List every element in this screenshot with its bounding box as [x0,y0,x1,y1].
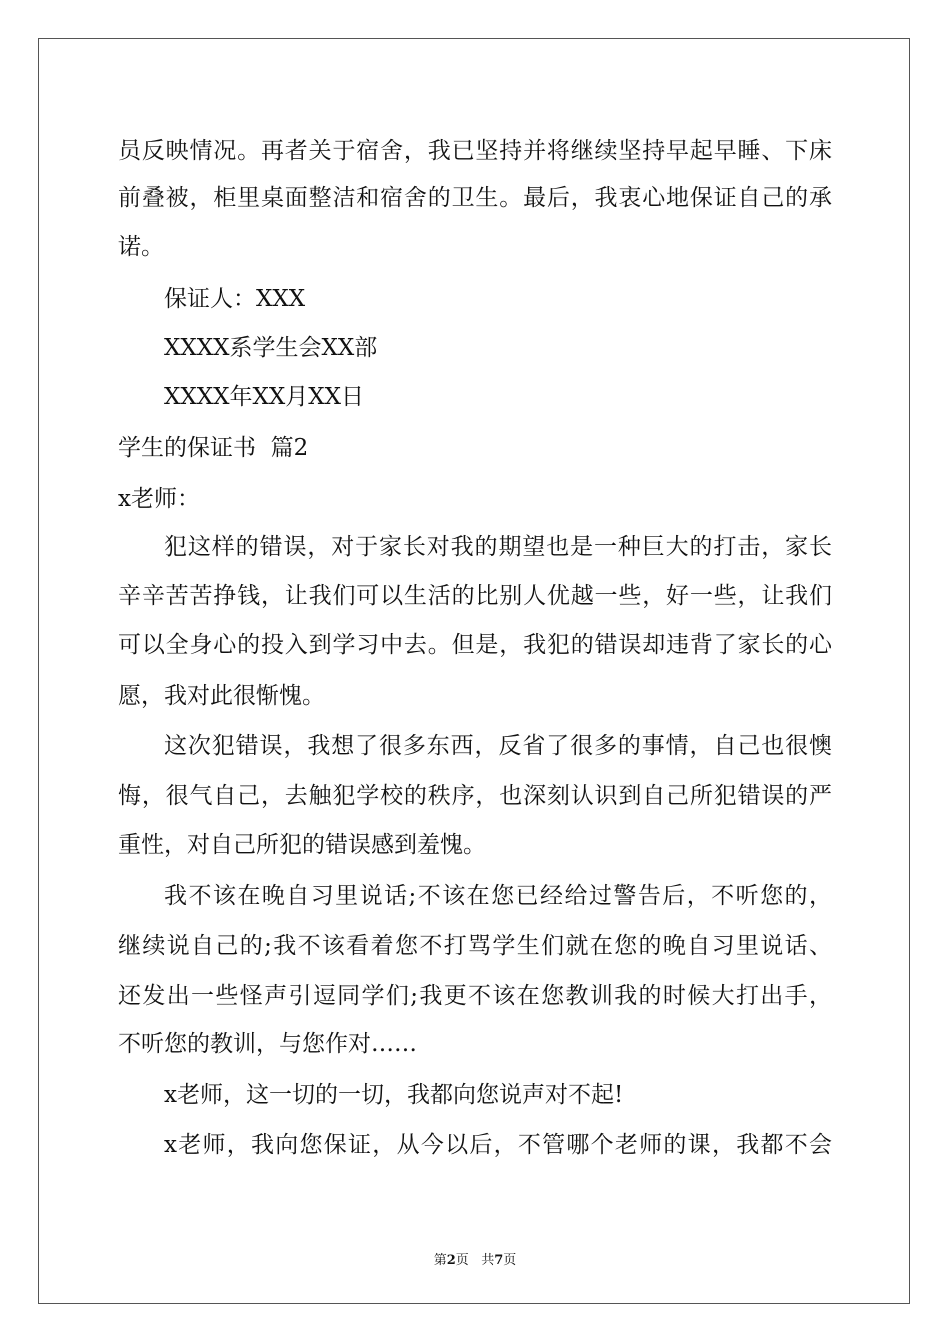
footer-suffix: 页 [503,1253,517,1268]
body-line: 重性，对自己所犯的错误感到羞愧。 [118,832,486,858]
page-footer [0,1249,950,1268]
body-line: x老师，这一切的一切，我都向您说声对不起! [164,1082,624,1108]
section-heading: 学生的保证书 篇2 [118,435,309,461]
current-page-number: 2 [446,1253,456,1268]
footer-middle: 页 共 [455,1253,495,1268]
body-line: x老师，我向您保证，从今以后，不管哪个老师的课，我都不会 [164,1132,832,1158]
body-line: 可以全身心的投入到学习中去。但是，我犯的错误却违背了家长的心 [118,632,832,658]
body-line: 还发出一些怪声引逗同学们;我更不该在您教训我的时候大打出手， [118,983,832,1009]
date-line: XXXX年XX月XX日 [164,384,364,410]
body-line: 员反映情况。再者关于宿舍，我已坚持并将继续坚持早起早睡、下床 [118,138,832,164]
body-line: 辛辛苦苦挣钱，让我们可以生活的比别人优越一些，好一些，让我们 [118,583,832,609]
signer-line: 保证人：XXX [164,286,306,312]
body-line: 愿，我对此很惭愧。 [118,683,325,709]
body-line: 犯这样的错误，对于家长对我的期望也是一种巨大的打击，家长 [164,534,832,560]
body-line: 不听您的教训，与您作对…… [118,1031,417,1057]
page-border [38,38,910,1304]
body-line: 悔，很气自己，去触犯学校的秩序，也深刻认识到自己所犯错误的严 [118,783,832,809]
body-line: 这次犯错误，我想了很多东西，反省了很多的事情，自己也很懊 [164,733,832,759]
salutation: x老师： [118,486,200,512]
department-line: XXXX系学生会XX部 [164,335,378,361]
total-page-number: 7 [494,1253,504,1268]
body-line: 前叠被，柜里桌面整洁和宿舍的卫生。最后，我衷心地保证自己的承 [118,185,832,211]
body-line: 诺。 [118,234,164,260]
footer-prefix: 第 [433,1253,447,1268]
body-line: 我不该在晚自习里说话;不该在您已经给过警告后，不听您的， [164,883,832,909]
body-line: 继续说自己的;我不该看着您不打骂学生们就在您的晚自习里说话、 [118,933,832,959]
